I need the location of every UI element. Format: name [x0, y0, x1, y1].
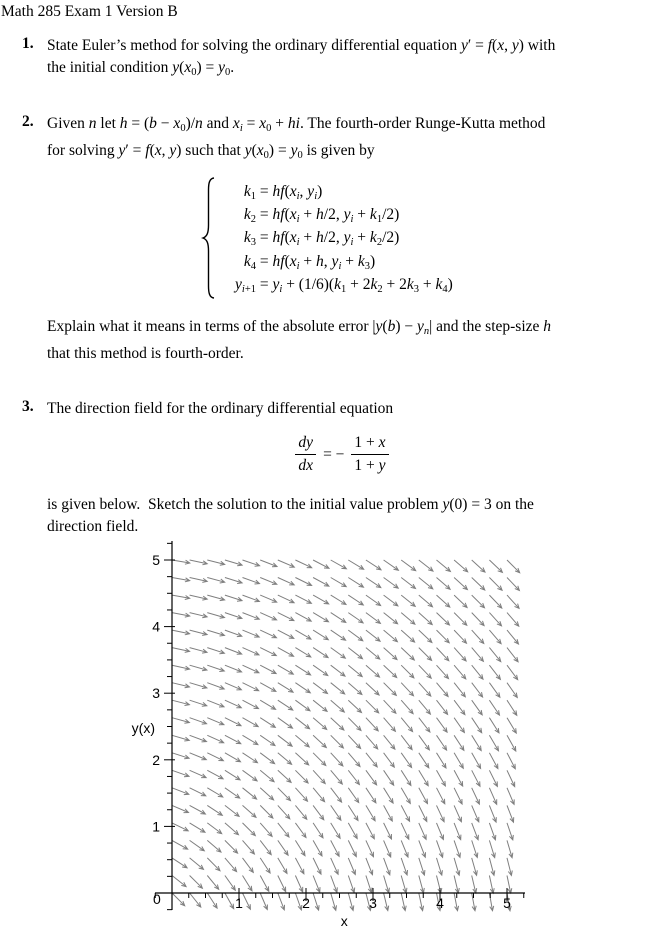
- text-run: y: [307, 183, 315, 201]
- text-run: 4: [250, 260, 256, 272]
- text-run: +: [299, 229, 317, 247]
- text-run: x: [154, 142, 162, 159]
- eq-rhs: [256, 183, 323, 203]
- text-run: i: [296, 214, 300, 226]
- text-run: 1: [341, 283, 347, 295]
- text-run: (: [284, 206, 290, 224]
- text-run: | and the step-size: [429, 318, 544, 335]
- text-run: h: [119, 115, 128, 132]
- text-run: i: [350, 214, 354, 226]
- text-run: =: [242, 115, 260, 132]
- text-run: y: [169, 142, 177, 159]
- text-run: k: [243, 229, 251, 247]
- left-brace-glyph: [201, 176, 215, 300]
- p2-line-1: [47, 113, 545, 140]
- y-tick-label: 2: [152, 751, 160, 768]
- text-run: x: [378, 434, 386, 451]
- text-run: 0: [225, 67, 231, 78]
- text-run: . The fourth-order Runge-Kutta method: [299, 115, 546, 132]
- text-run: i: [296, 237, 300, 249]
- origin-label: 0: [153, 891, 161, 907]
- text-run: ): [370, 252, 376, 270]
- text-run: Given: [47, 115, 89, 132]
- text-run: y: [416, 318, 424, 335]
- text-run: y: [118, 142, 126, 159]
- text-run: (: [284, 229, 290, 247]
- text-run: y: [218, 59, 226, 76]
- text-run: b: [387, 318, 396, 335]
- p1-line-2: [47, 57, 555, 84]
- text-run: let: [96, 115, 120, 132]
- text-run: i: [239, 123, 243, 134]
- eq-rhs: [256, 276, 453, 293]
- text-run: hf: [272, 229, 285, 247]
- text-run: /2,: [323, 206, 344, 224]
- text-run: =: [256, 252, 273, 270]
- y-tick-label: 3: [152, 685, 160, 702]
- text-run: Explain what it means in terms of the absolute error |: [47, 318, 376, 335]
- text-run: y: [378, 457, 386, 474]
- text-run: k: [435, 275, 443, 293]
- problem-2-explain: [47, 316, 551, 365]
- text-run: y: [343, 206, 351, 224]
- text-run: i: [338, 260, 342, 272]
- text-run: 1: [376, 214, 383, 226]
- text-run: ) =: [268, 142, 291, 159]
- text-run: h: [316, 252, 324, 270]
- text-run: ,: [504, 37, 512, 54]
- direction-field-svg: [0, 540, 650, 932]
- text-run: + (1/6)(: [282, 275, 335, 293]
- text-run: k: [369, 206, 377, 224]
- text-run: −: [156, 115, 174, 132]
- x-tick-label: 1: [235, 895, 243, 911]
- text-run: and: [202, 115, 233, 132]
- problem-2-text: [47, 113, 545, 167]
- text-run: ,: [323, 252, 332, 270]
- text-run: + 2: [346, 275, 371, 293]
- text-run: 1 +: [354, 457, 379, 474]
- equals-minus-sign: [323, 446, 344, 464]
- text-run: = (: [127, 115, 150, 132]
- problem-3-number: 3.: [22, 398, 34, 415]
- text-run: b: [149, 115, 157, 132]
- text-run: k: [334, 275, 341, 293]
- text-run: (: [251, 142, 257, 159]
- text-run: x: [289, 206, 297, 224]
- text-run: 2: [250, 214, 256, 226]
- text-run: y: [172, 59, 180, 76]
- text-run: ): [317, 183, 323, 201]
- text-run: dy: [298, 434, 314, 451]
- y-axis-label: y(x): [131, 719, 155, 736]
- text-run: ) with: [518, 37, 556, 54]
- problem-2-number: 2.: [22, 113, 34, 130]
- text-run: i: [279, 283, 283, 295]
- text-run: y: [290, 142, 298, 159]
- y-tick-label: 5: [152, 552, 160, 568]
- rk-equation-3: [220, 226, 453, 249]
- text-run: 2: [377, 283, 383, 295]
- text-run: +: [353, 229, 370, 247]
- text-run: =: [256, 206, 273, 224]
- p2-line-2: [47, 140, 545, 167]
- text-run: 0: [180, 123, 186, 134]
- text-run: k: [369, 229, 377, 247]
- text-run: 3: [413, 283, 420, 295]
- p1-line-1: [47, 35, 555, 57]
- rk-equation-4: [220, 250, 453, 273]
- text-run: ,: [299, 183, 308, 201]
- text-run: k: [243, 206, 251, 224]
- text-run: hi: [287, 115, 300, 132]
- equation-list: [220, 180, 453, 296]
- text-run: 1 +: [354, 434, 379, 451]
- text-run: +: [299, 206, 317, 224]
- text-run: ) −: [395, 318, 417, 335]
- arrows-group: [172, 560, 520, 911]
- text-run: x: [289, 183, 297, 201]
- problem-3-text-2: [47, 494, 534, 538]
- rhs-fraction: [351, 434, 388, 475]
- text-run: = −: [323, 445, 345, 463]
- text-run: 0: [191, 67, 197, 78]
- text-run: x: [259, 115, 267, 132]
- text-run: (0) = 3 on the: [449, 496, 534, 513]
- text-run: ′ =: [467, 37, 488, 54]
- text-run: /2,: [323, 229, 344, 247]
- p3-line-1: [47, 398, 393, 420]
- text-run: y: [460, 37, 468, 54]
- problem-3-text: [47, 398, 393, 420]
- text-run: /2): [382, 229, 400, 247]
- text-run: (: [284, 183, 290, 201]
- text-run: f: [145, 142, 150, 159]
- text-run: x: [184, 59, 192, 76]
- text-run: dx: [298, 457, 314, 474]
- text-run: i: [296, 260, 300, 272]
- text-run: ,: [161, 142, 170, 159]
- text-run: 1: [250, 191, 256, 203]
- x-tick-label: 3: [369, 895, 377, 911]
- text-run: =: [256, 183, 273, 201]
- text-run: is given by: [302, 142, 375, 159]
- text-run: x: [497, 37, 505, 54]
- text-run: 4: [442, 283, 448, 295]
- dy-dx-fraction: [295, 434, 316, 475]
- text-run: The direction field for the ordinary differential equation: [47, 400, 394, 417]
- eq-lhs: [220, 273, 256, 301]
- text-run: 0: [263, 150, 269, 161]
- text-run: k: [370, 275, 378, 293]
- text-run: (: [149, 142, 155, 159]
- text-run: h: [316, 206, 324, 224]
- text-run: State Euler’s method for solving the ordinary differential equation: [47, 37, 461, 54]
- p2-explain-line-2: [47, 343, 551, 365]
- text-run: y: [244, 142, 252, 159]
- text-run: h: [316, 229, 324, 247]
- text-run: x: [256, 142, 264, 159]
- p2-explain-line-1: [47, 316, 551, 343]
- text-run: y: [343, 229, 351, 247]
- ode-display-equation: [47, 434, 637, 475]
- eq-rhs: [256, 206, 400, 226]
- fraction-numerator: [295, 434, 316, 455]
- document-title: Math 285 Exam 1 Version B: [1, 3, 178, 20]
- text-run: +: [299, 252, 317, 270]
- text-run: n: [423, 326, 430, 337]
- fraction-numerator: [351, 434, 388, 455]
- text-run: =: [256, 229, 273, 247]
- text-run: + 2: [382, 275, 407, 293]
- text-run: (: [284, 252, 290, 270]
- text-run: ) such that: [176, 142, 245, 159]
- text-run: direction field.: [47, 518, 139, 535]
- text-run: +: [353, 206, 370, 224]
- text-run: k: [243, 183, 251, 201]
- text-run: /2): [382, 206, 400, 224]
- text-run: x: [173, 115, 181, 132]
- text-run: y: [375, 318, 383, 335]
- text-run: 0: [266, 123, 272, 134]
- text-run: 3: [250, 237, 256, 249]
- text-run: n: [195, 115, 203, 132]
- text-run: x: [289, 252, 297, 270]
- text-run: y: [442, 496, 450, 513]
- text-run: (: [492, 37, 498, 54]
- text-run: ′ =: [125, 142, 146, 159]
- text-run: y: [272, 275, 280, 293]
- text-run: 2: [376, 237, 383, 249]
- text-run: +: [419, 275, 436, 293]
- text-run: hf: [272, 183, 285, 201]
- text-run: hf: [272, 206, 285, 224]
- text-run: 0: [297, 150, 303, 161]
- text-run: =: [256, 275, 273, 293]
- text-run: n: [88, 115, 97, 132]
- text-run: +: [271, 115, 288, 132]
- text-run: y: [511, 37, 519, 54]
- text-run: y: [331, 252, 339, 270]
- text-run: .: [230, 59, 235, 76]
- text-run: that this method is fourth-order.: [47, 345, 244, 362]
- problem-1-text: [47, 35, 555, 84]
- text-run: +1: [244, 283, 256, 295]
- y-tick-label: 4: [152, 618, 160, 635]
- text-run: ): [447, 275, 453, 293]
- text-run: k: [406, 275, 414, 293]
- text-run: k: [243, 252, 251, 270]
- y-tick-label: 1: [152, 818, 160, 835]
- text-run: ) =: [196, 59, 219, 76]
- direction-field-plot: [0, 540, 650, 932]
- text-run: k: [357, 252, 365, 270]
- text-run: (: [382, 318, 388, 335]
- fraction-denominator: [354, 455, 385, 475]
- text-run: 3: [364, 260, 370, 272]
- fraction-denominator: [298, 455, 313, 475]
- text-run: y: [235, 275, 242, 293]
- text-run: i: [241, 283, 245, 295]
- text-run: (: [179, 59, 185, 76]
- text-run: )/: [185, 115, 196, 132]
- text-run: +: [341, 252, 358, 270]
- rk-equation-5: [220, 273, 453, 296]
- text-run: the initial condition: [47, 59, 173, 76]
- text-run: i: [314, 191, 318, 203]
- p3-line-3: [47, 516, 534, 538]
- rk-equation-1: [220, 180, 453, 203]
- rk-equation-2: [220, 203, 453, 226]
- text-run: is given below. Sketch the solution to the initial value problem: [47, 496, 443, 513]
- text-run: h: [543, 318, 552, 335]
- text-run: hf: [272, 252, 285, 270]
- x-tick-label: 2: [302, 895, 310, 911]
- text-run: x: [232, 115, 240, 132]
- eq-rhs: [256, 229, 400, 249]
- text-run: for solving: [47, 142, 119, 159]
- eq-rhs: [256, 253, 375, 270]
- p3-line-2: [47, 494, 534, 516]
- x-tick-label: 5: [503, 895, 511, 911]
- text-run: f: [487, 37, 493, 54]
- problem-1-number: 1.: [22, 35, 34, 52]
- runge-kutta-system: [201, 176, 453, 300]
- text-run: i: [350, 237, 354, 249]
- x-axis-label: x: [340, 913, 348, 929]
- text-run: x: [289, 229, 297, 247]
- text-run: i: [296, 191, 300, 203]
- x-tick-label: 4: [436, 895, 444, 911]
